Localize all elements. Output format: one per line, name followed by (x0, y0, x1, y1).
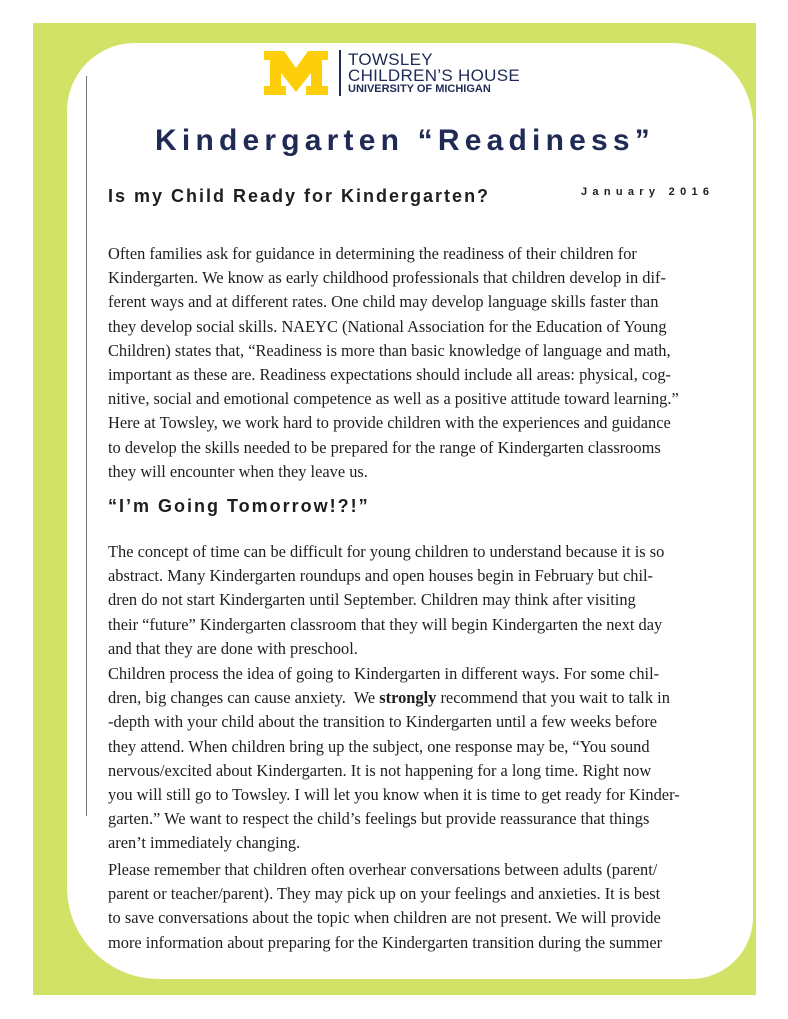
text-fragment: dren, big changes can cause anxiety. We (108, 688, 380, 708)
text-line: Children) states that, “Readiness is more than basic knowledge of language and math, (108, 340, 671, 360)
subheading: “I’m Going Tomorrow!?!” (108, 496, 370, 516)
text-line: their “future” Kindergarten classroom that they will begin Kindergarten the next day (108, 614, 663, 634)
text-line: you will still go to Towsley. I will let you know when it is time to get ready for Kinder- (108, 785, 680, 805)
text-line: they will encounter when they leave us. (108, 461, 368, 481)
logo-line-2: CHILDREN’S HOUSE (348, 66, 520, 85)
paragraph-concept-of-time (108, 540, 718, 661)
text-line: to save conversations about the topic when children are not present. We will provide (108, 908, 661, 928)
text-line: aren’t immediately changing. (108, 833, 301, 853)
text-fragment: recommend that you wait to talk in (436, 688, 670, 708)
text-line: more information about preparing for the Kindergarten transition during the summer (108, 932, 663, 952)
issue-date: January 2016 (581, 186, 715, 198)
text-line: Here at Towsley, we work hard to provide children with the experiences and guidance (108, 413, 671, 433)
text-line (108, 686, 718, 710)
logo-divider (339, 50, 341, 96)
logo-line-1: TOWSLEY (348, 50, 433, 69)
text-line: dren do not start Kindergarten until September. Children may think after visiting (108, 590, 636, 610)
text-line: nitive, social and emotional competence as well as a positive attitude toward learning.” (108, 389, 679, 409)
block-m-icon (264, 51, 328, 95)
text-line: garten.” We want to respect the child’s feelings but provide reassurance that things (108, 809, 650, 829)
text-line: Children process the idea of going to Kindergarten in different ways. For some chil- (108, 664, 660, 683)
text-line: and that they are done with preschool. (108, 638, 358, 658)
text-line: to develop the skills needed to be prepared for the range of Kindergarten classrooms (108, 437, 661, 457)
text-line: nervous/excited about Kindergarten. It is not happening for a long time. Right now (108, 760, 652, 780)
margin-rule (86, 76, 87, 816)
text-line: abstract. Many Kindergarten roundups and open houses begin in February but chil- (108, 566, 654, 586)
text-line: they develop social skills. NAEYC (National Association for the Education of Young (108, 316, 667, 336)
university-logo (264, 50, 524, 98)
text-line: -depth with your child about the transition to Kindergarten until a few weeks before (108, 712, 658, 732)
newsletter-title: Kindergarten “Readiness” (155, 124, 655, 157)
text-line: important as these are. Readiness expectations should include all areas: physical, cog- (108, 365, 672, 385)
text-line: ferent ways and at different rates. One child may develop language skills faster than (108, 292, 659, 312)
paragraph-process (108, 662, 718, 856)
paragraph-readiness (108, 242, 718, 484)
text-line: The concept of time can be difficult for young children to understand because it is so (108, 542, 665, 561)
paragraph-overhear (108, 858, 718, 955)
emphasis-strongly: strongly (379, 688, 437, 708)
text-line: parent or teacher/parent). They may pick up on your feelings and anxieties. It is best (108, 884, 661, 904)
text-line: Kindergarten. We know as early childhood professionals that children develop in dif- (108, 268, 666, 288)
text-line: Often families ask for guidance in determining the readiness of their children for (108, 244, 637, 263)
text-line: they attend. When children bring up the subject, one response may be, “You sound (108, 736, 650, 756)
section-title: Is my Child Ready for Kindergarten? (108, 186, 491, 206)
text-line: Please remember that children often overhear conversations between adults (parent/ (108, 860, 658, 879)
logo-line-3: UNIVERSITY OF MICHIGAN (348, 83, 491, 95)
